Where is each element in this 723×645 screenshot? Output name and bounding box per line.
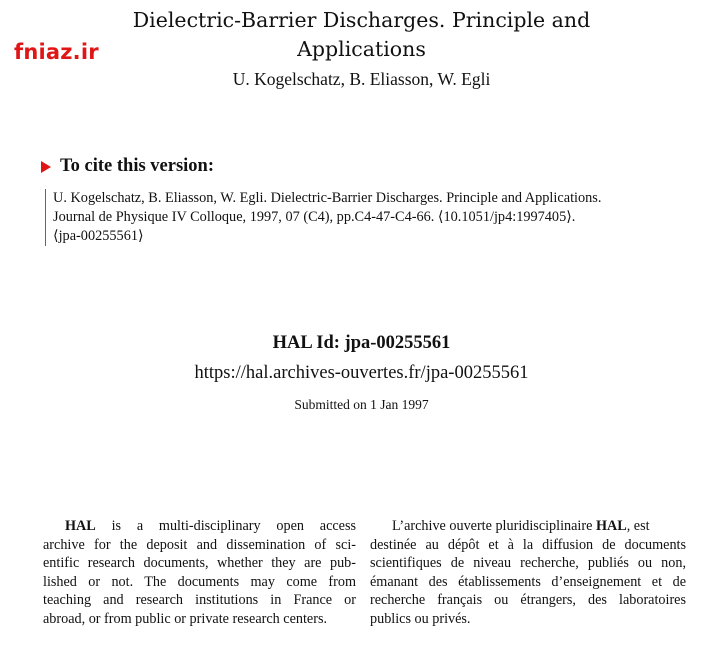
- citation-block: [45, 189, 707, 246]
- abstract-french: [370, 517, 686, 629]
- abstract-en-line-1: [43, 517, 356, 536]
- cite-heading: [41, 156, 214, 177]
- abstract-en-line-2: archive for the deposit and dissemination of sci-: [43, 536, 356, 553]
- abstract-en-line-6: abroad, or from public or private research centers.: [43, 610, 328, 627]
- document-title: [100, 6, 623, 64]
- abstract-fr-prefix: L’archive ouverte pluridisciplinaire: [392, 518, 593, 534]
- abstract-english: [43, 517, 356, 629]
- abstract-en-line-4: lished or not. The documents may come from: [43, 573, 356, 590]
- citation-line-3: ⟨jpa-00255561⟩: [53, 228, 144, 244]
- abstract-en-line-1-text: is a multi-disciplinary open access: [111, 518, 357, 534]
- cite-heading-label: To cite this version:: [60, 156, 214, 176]
- abstract-fr-line-2: destinée au dépôt et à la diffusion de documents: [370, 536, 686, 553]
- hal-url-link[interactable]: https://hal.archives-ouvertes.fr/jpa-00255561: [194, 363, 529, 383]
- abstract-fr-line-1: [370, 517, 686, 536]
- citation-line-2: Journal de Physique IV Colloque, 1997, 07 (C4), pp.C4-47-C4-66. ⟨10.1051/jp4:1997405⟩.: [53, 209, 576, 225]
- abstract-fr-line-6: publics ou privés.: [370, 610, 471, 627]
- abstract-fr-line-4: émanant des établissements d’enseignement et de: [370, 573, 686, 590]
- hal-bold-en: HAL: [65, 518, 96, 534]
- abstract-fr-line-3: scientifiques de niveau recherche, publiés ou non,: [370, 555, 686, 572]
- title-line-1: Dielectric-Barrier Discharges. Principle and: [132, 8, 591, 32]
- hal-id: HAL Id: jpa-00255561: [272, 333, 451, 353]
- citation-line-1: U. Kogelschatz, B. Eliasson, W. Egli. Dielectric-Barrier Discharges. Principle and Applications.: [53, 190, 602, 206]
- abstract-en-line-3: entific research documents, whether they are pub-: [43, 555, 356, 572]
- abstract-fr-line-5: recherche français ou étrangers, des laboratoires: [370, 592, 686, 609]
- title-line-2: Applications: [297, 37, 426, 61]
- authors: U. Kogelschatz, B. Eliasson, W. Egli: [232, 69, 491, 89]
- hal-bold-fr: HAL: [595, 518, 627, 534]
- abstract-en-line-5: teaching and research institutions in France or: [43, 592, 356, 609]
- watermark-logo: fniaz.ir: [14, 40, 99, 64]
- submission-date: Submitted on 1 Jan 1997: [294, 397, 429, 412]
- triangle-bullet-icon: [41, 161, 51, 173]
- abstract-fr-suffix: , est: [626, 518, 650, 534]
